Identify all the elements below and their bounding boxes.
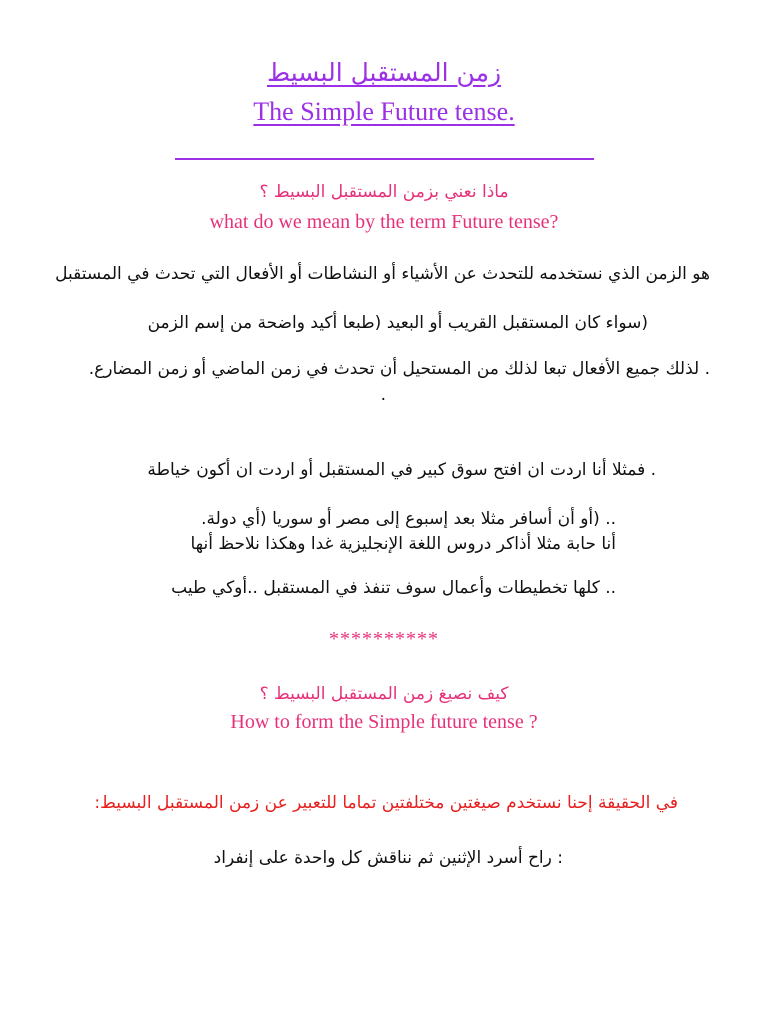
question-english: what do we mean by the term Future tense? — [209, 211, 559, 233]
stray-dot: . — [380, 385, 386, 405]
definition-line-1: هو الزمن الذي نستخدمه للتحدث عن الأشياء أو النشاطات أو الأفعال التي تحدث في المستقبل — [55, 264, 710, 284]
example-line-1: . فمثلا أنا اردت ان افتح سوق كبير في المستقبل أو اردت ان أكون خياطة — [147, 460, 656, 480]
example-line-4: .. كلها تخطيطات وأعمال سوف تنفذ في المستقبل ..أوكي طيب — [171, 578, 616, 598]
forms-intro-line: في الحقيقة إحنا نستخدم صيغتين مختلفتين تماما للتعبير عن زمن المستقبل البسيط: — [94, 793, 678, 813]
example-line-2: .. (أو أن أسافر مثلا بعد إسبوع إلى مصر أو سوريا (أي دولة. — [201, 509, 616, 529]
page-title-english: The Simple Future tense. — [253, 97, 515, 126]
form-question-arabic: كيف نصيغ زمن المستقبل البسيط ؟ — [259, 684, 509, 704]
title-divider — [175, 158, 594, 160]
forms-list-intro: : راح أسرد الإثنين ثم نناقش كل واحدة على إنفراد — [213, 848, 563, 868]
star-divider: ********** — [329, 628, 439, 650]
question-arabic: ماذا نعني بزمن المستقبل البسيط ؟ — [259, 182, 509, 202]
definition-line-2: (سواء كان المستقبل القريب أو البعيد (طبعا أكيد واضحة من إسم الزمن — [147, 313, 648, 333]
form-question-english: How to form the Simple future tense ? — [230, 711, 538, 733]
page-title-arabic: زمن المستقبل البسيط — [266, 58, 502, 87]
definition-line-3: . لذلك جميع الأفعال تبعا لذلك من المستحيل أن تحدث في زمن الماضي أو زمن المضارع. — [88, 359, 710, 379]
example-line-3: أنا حابة مثلا أذاكر دروس اللغة الإنجليزية غدا وهكذا نلاحظ أنها — [190, 534, 616, 554]
